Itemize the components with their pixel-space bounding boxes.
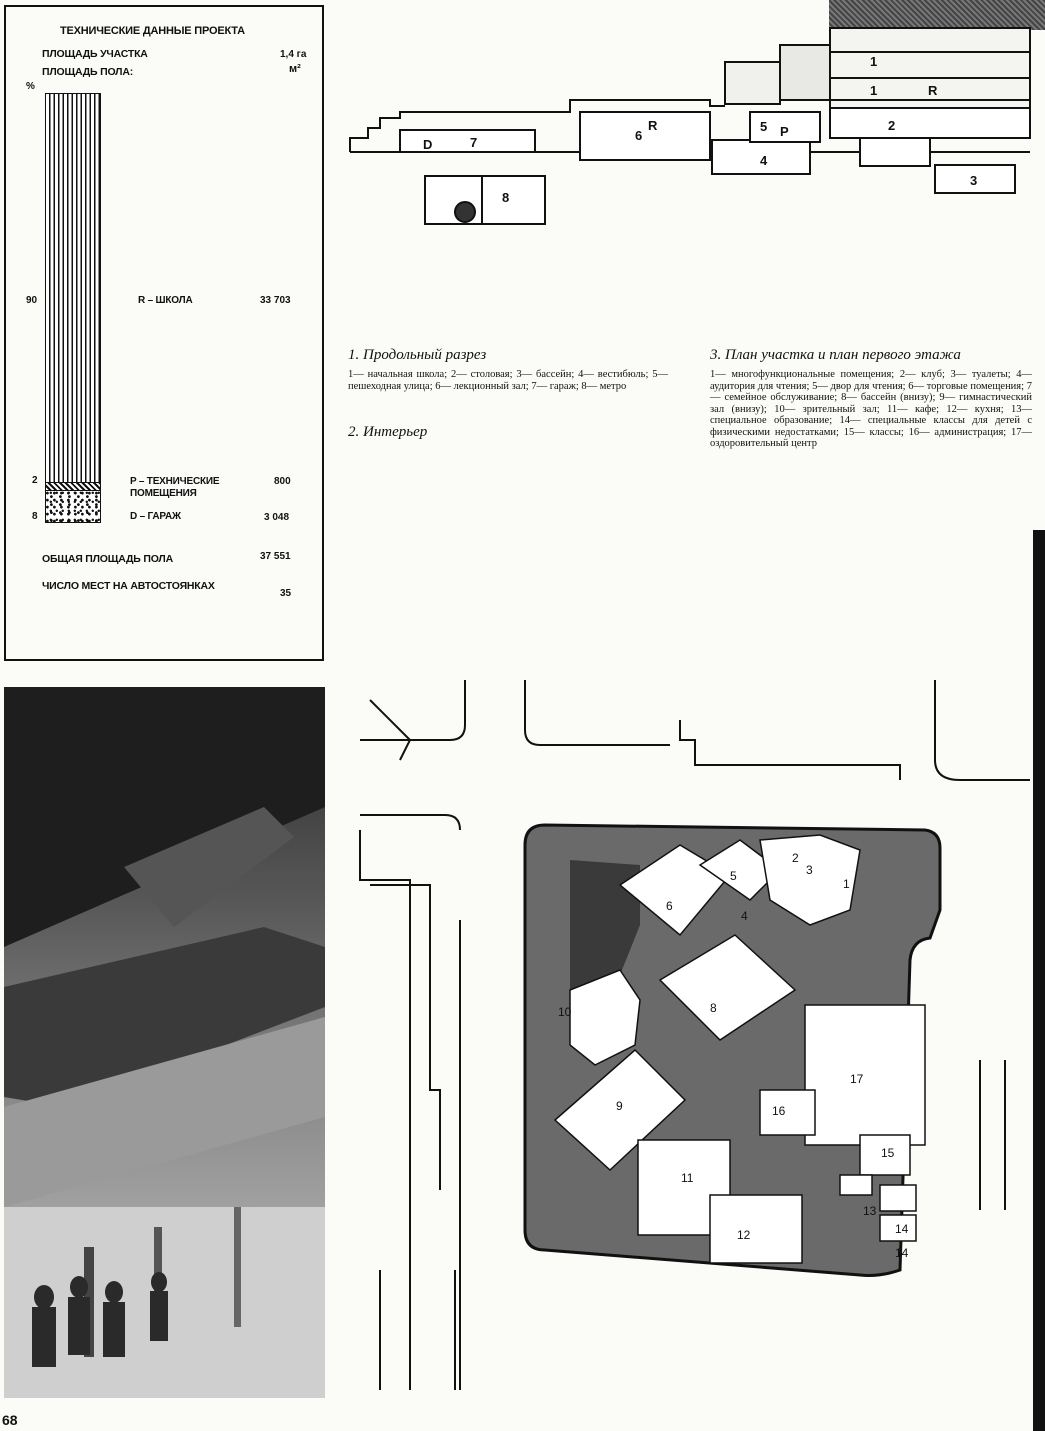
plan-label-6: 6 (666, 899, 673, 913)
floor-area-label: ПЛОЩАДЬ ПОЛА: (42, 66, 133, 78)
site-area-value: 1,4 га (280, 49, 307, 60)
page-edge-shadow (1033, 530, 1045, 1431)
unit-label: м² (289, 63, 301, 75)
parking-value: 35 (280, 588, 292, 599)
longitudinal-section-drawing (340, 0, 1035, 245)
caption-3-text: 1— многофункциональные помещения; 2— клуб; 3— туалеты; 4— аудитория для чтения; 5— двор для чтения; 6— торговые помещения; 7— семейное обслуживание; 8— бассейн (внизу); 9— гимнастический зал (внизу); 10— зрительный зал; 11— кафе; 12— кухня; 13— специальное образование; 14— специальные классы для детей с физическими недостатками; 15— классы; 16— администрация; 17— оздоровительный центр (710, 369, 1032, 449)
caption-1-text: 1— начальная школа; 2— столовая; 3— бассейн; 4— вестибюль; 5— пешеходная улица; 6— лекционный зал; 7— гараж; 8— метро (348, 369, 668, 392)
row-garage-value: 3 048 (264, 512, 290, 523)
row-garage-label: D – ГАРАЖ (130, 511, 181, 522)
caption-3-title: 3. План участка и план первого этажа (710, 347, 961, 363)
section-label-8: 8 (502, 190, 510, 205)
row-school-value: 33 703 (260, 295, 291, 306)
section-label-6: 6 (635, 128, 643, 143)
row-technical-percent: 2 (32, 475, 38, 486)
plan-label-4: 4 (741, 909, 748, 923)
plan-label-8: 8 (710, 1001, 717, 1015)
parking-label: ЧИСЛО МЕСТ НА АВТОСТОЯНКАХ (42, 580, 215, 592)
floor-area-bar (45, 93, 101, 523)
bar-segment-technical (46, 482, 100, 491)
tech-title: ТЕХНИЧЕСКИЕ ДАННЫЕ ПРОЕКТА (60, 25, 245, 37)
section-label-1b: 1 (870, 83, 878, 98)
plan-label-13: 13 (863, 1204, 877, 1218)
plan-label-1: 1 (843, 877, 850, 891)
row-technical-value: 800 (274, 476, 291, 487)
plan-label-5: 5 (730, 869, 737, 883)
bar-segment-garage (46, 491, 100, 523)
section-label-r-lower: R (648, 118, 658, 133)
plan-label-15: 15 (881, 1146, 895, 1160)
plan-label-3: 3 (806, 863, 813, 877)
section-label-r-upper: R (928, 83, 938, 98)
plan-label-12: 12 (737, 1228, 751, 1242)
site-area-label: ПЛОЩАДЬ УЧАСТКА (42, 48, 148, 60)
plan-label-17: 17 (850, 1072, 864, 1086)
section-label-7: 7 (470, 135, 478, 150)
bar-segment-school (46, 94, 100, 482)
section-label-1a: 1 (870, 54, 878, 69)
row-technical-label: P – ТЕХНИЧЕСКИЕ ПОМЕЩЕНИЯ (130, 476, 220, 499)
total-area-label: ОБЩАЯ ПЛОЩАДЬ ПОЛА (42, 553, 173, 565)
section-label-3: 3 (970, 173, 978, 188)
technical-data-panel (4, 5, 324, 661)
total-area-value: 37 551 (260, 551, 291, 562)
site-plan-drawing (340, 670, 1030, 1410)
interior-photo-drawing (4, 687, 325, 1398)
caption-1-title: 1. Продольный разрез (348, 347, 487, 363)
section-label-d: D (423, 137, 433, 152)
row-garage-percent: 8 (32, 511, 38, 522)
plan-label-11: 11 (681, 1171, 694, 1185)
plan-label-14a: 14 (895, 1222, 909, 1236)
percent-sign: % (26, 81, 35, 92)
caption-2-title: 2. Интерьер (348, 424, 428, 440)
plan-label-9: 9 (616, 1099, 623, 1113)
section-label-5: 5 (760, 119, 768, 134)
interior-photo (4, 687, 325, 1398)
plan-label-10: 10 (558, 1005, 572, 1019)
plan-label-16: 16 (772, 1104, 786, 1118)
plan-label-14b: 14 (895, 1246, 909, 1260)
page-number: 68 (2, 1412, 18, 1428)
row-school-percent: 90 (26, 295, 38, 306)
plan-label-2: 2 (792, 851, 799, 865)
section-label-p: P (780, 124, 789, 139)
row-school-label: R – ШКОЛА (138, 295, 193, 306)
section-label-2: 2 (888, 118, 896, 133)
section-label-4: 4 (760, 153, 768, 168)
